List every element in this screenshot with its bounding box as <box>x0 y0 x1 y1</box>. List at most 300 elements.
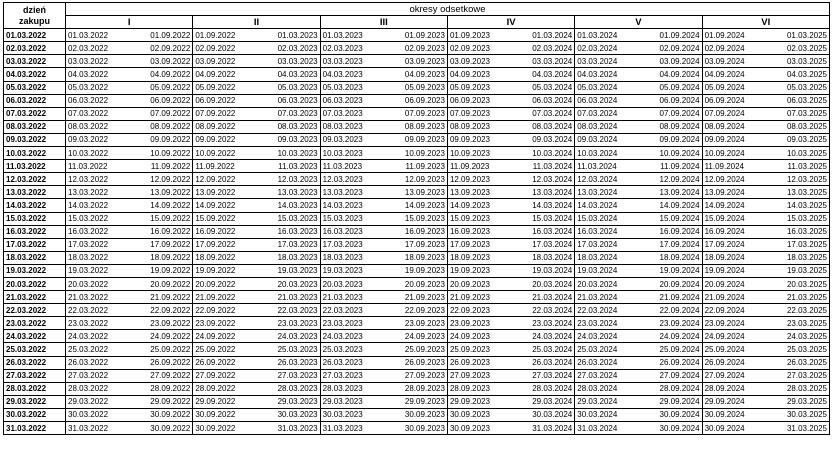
period-end-cell: 07.03.2023 <box>256 107 320 120</box>
period-start-cell: 10.09.2024 <box>702 147 766 160</box>
period-start-cell: 17.03.2023 <box>320 238 384 251</box>
period-start-cell: 24.03.2024 <box>575 330 639 343</box>
period-end-cell: 09.03.2024 <box>511 133 575 146</box>
period-start-cell: 21.03.2023 <box>320 291 384 304</box>
period-end-cell: 06.03.2025 <box>766 94 830 107</box>
period-end-cell: 25.03.2024 <box>511 343 575 356</box>
period-start-cell: 25.03.2024 <box>575 343 639 356</box>
period-end-cell: 04.03.2025 <box>766 68 830 81</box>
period-start-cell: 12.03.2023 <box>320 173 384 186</box>
period-start-cell: 16.09.2024 <box>702 225 766 238</box>
table-row <box>4 238 830 251</box>
period-start-cell: 13.03.2022 <box>66 186 130 199</box>
period-end-cell: 11.03.2024 <box>511 160 575 173</box>
period-end-cell: 27.09.2022 <box>129 369 193 382</box>
period-start-cell: 28.09.2022 <box>193 382 257 395</box>
period-start-cell: 10.03.2022 <box>66 147 130 160</box>
period-end-cell: 05.09.2022 <box>129 81 193 94</box>
period-end-cell: 06.03.2024 <box>511 94 575 107</box>
period-start-cell: 24.03.2022 <box>66 330 130 343</box>
table-row <box>4 107 830 120</box>
period-start-cell: 21.03.2024 <box>575 291 639 304</box>
period-end-cell: 09.09.2022 <box>129 133 193 146</box>
table-row <box>4 356 830 369</box>
period-start-cell: 25.03.2023 <box>320 343 384 356</box>
period-end-cell: 07.09.2023 <box>384 107 448 120</box>
period-end-cell: 11.03.2023 <box>256 160 320 173</box>
period-start-cell: 27.09.2022 <box>193 369 257 382</box>
period-end-cell: 12.09.2023 <box>384 173 448 186</box>
purchase-date-cell: 13.03.2022 <box>4 186 66 199</box>
period-start-cell: 18.03.2022 <box>66 251 130 264</box>
period-end-cell: 02.03.2025 <box>766 42 830 55</box>
period-end-cell: 30.09.2022 <box>129 408 193 421</box>
period-end-cell: 30.09.2024 <box>638 408 702 421</box>
period-end-cell: 27.03.2025 <box>766 369 830 382</box>
table-row <box>4 264 830 277</box>
period-end-cell: 16.09.2023 <box>384 225 448 238</box>
period-end-cell: 19.03.2023 <box>256 264 320 277</box>
period-end-cell: 25.09.2023 <box>384 343 448 356</box>
period-end-cell: 27.09.2024 <box>638 369 702 382</box>
period-start-cell: 05.03.2022 <box>66 81 130 94</box>
period-end-cell: 11.09.2022 <box>129 160 193 173</box>
period-end-cell: 12.09.2024 <box>638 173 702 186</box>
period-header: I <box>66 16 193 29</box>
purchase-date-cell: 09.03.2022 <box>4 133 66 146</box>
period-start-cell: 09.09.2022 <box>193 133 257 146</box>
period-start-cell: 07.03.2023 <box>320 107 384 120</box>
period-end-cell: 07.09.2024 <box>638 107 702 120</box>
period-start-cell: 01.09.2024 <box>702 29 766 42</box>
purchase-date-cell: 15.03.2022 <box>4 212 66 225</box>
period-end-cell: 06.09.2024 <box>638 94 702 107</box>
period-start-cell: 04.03.2024 <box>575 68 639 81</box>
period-start-cell: 06.03.2024 <box>575 94 639 107</box>
period-end-cell: 24.09.2022 <box>129 330 193 343</box>
period-start-cell: 09.03.2024 <box>575 133 639 146</box>
period-end-cell: 05.03.2025 <box>766 81 830 94</box>
period-start-cell: 16.09.2022 <box>193 225 257 238</box>
period-start-cell: 16.09.2023 <box>447 225 511 238</box>
period-start-cell: 03.03.2024 <box>575 55 639 68</box>
period-start-cell: 04.09.2023 <box>447 68 511 81</box>
period-end-cell: 29.03.2023 <box>256 395 320 408</box>
period-end-cell: 30.03.2024 <box>511 408 575 421</box>
table-row <box>4 422 830 435</box>
period-end-cell: 10.09.2024 <box>638 147 702 160</box>
period-end-cell: 11.03.2025 <box>766 160 830 173</box>
period-start-cell: 29.03.2023 <box>320 395 384 408</box>
period-start-cell: 18.03.2023 <box>320 251 384 264</box>
period-end-cell: 30.03.2023 <box>256 408 320 421</box>
period-start-cell: 29.09.2023 <box>447 395 511 408</box>
period-end-cell: 14.09.2023 <box>384 199 448 212</box>
period-end-cell: 10.09.2022 <box>129 147 193 160</box>
period-end-cell: 29.03.2025 <box>766 395 830 408</box>
period-end-cell: 01.03.2023 <box>256 29 320 42</box>
period-end-cell: 20.09.2023 <box>384 277 448 290</box>
purchase-date-cell: 18.03.2022 <box>4 251 66 264</box>
period-end-cell: 22.09.2024 <box>638 304 702 317</box>
period-end-cell: 12.03.2024 <box>511 173 575 186</box>
purchase-date-cell: 24.03.2022 <box>4 330 66 343</box>
period-end-cell: 05.09.2024 <box>638 81 702 94</box>
period-end-cell: 03.03.2023 <box>256 55 320 68</box>
purchase-date-cell: 05.03.2022 <box>4 81 66 94</box>
period-start-cell: 04.09.2024 <box>702 68 766 81</box>
period-end-cell: 29.03.2024 <box>511 395 575 408</box>
period-end-cell: 28.03.2025 <box>766 382 830 395</box>
period-end-cell: 30.09.2024 <box>638 422 702 435</box>
period-end-cell: 16.09.2024 <box>638 225 702 238</box>
period-end-cell: 07.03.2024 <box>511 107 575 120</box>
period-start-cell: 21.03.2022 <box>66 291 130 304</box>
period-start-cell: 25.09.2023 <box>447 343 511 356</box>
period-end-cell: 18.09.2023 <box>384 251 448 264</box>
period-start-cell: 27.03.2023 <box>320 369 384 382</box>
period-end-cell: 21.03.2024 <box>511 291 575 304</box>
purchase-date-cell: 21.03.2022 <box>4 291 66 304</box>
period-end-cell: 09.09.2024 <box>638 133 702 146</box>
period-start-cell: 23.03.2024 <box>575 317 639 330</box>
purchase-date-cell: 04.03.2022 <box>4 68 66 81</box>
period-end-cell: 03.03.2025 <box>766 55 830 68</box>
period-start-cell: 23.09.2023 <box>447 317 511 330</box>
header-row-title <box>4 3 830 16</box>
period-end-cell: 24.03.2025 <box>766 330 830 343</box>
period-start-cell: 04.09.2022 <box>193 68 257 81</box>
period-end-cell: 14.03.2024 <box>511 199 575 212</box>
period-start-cell: 02.03.2023 <box>320 42 384 55</box>
period-start-cell: 04.03.2023 <box>320 68 384 81</box>
period-end-cell: 23.09.2023 <box>384 317 448 330</box>
period-start-cell: 26.03.2022 <box>66 356 130 369</box>
period-start-cell: 11.09.2023 <box>447 160 511 173</box>
period-start-cell: 15.09.2023 <box>447 212 511 225</box>
period-start-cell: 23.09.2024 <box>702 317 766 330</box>
period-start-cell: 09.03.2022 <box>66 133 130 146</box>
purchase-date-cell: 28.03.2022 <box>4 382 66 395</box>
table-row <box>4 68 830 81</box>
purchase-date-cell: 17.03.2022 <box>4 238 66 251</box>
period-end-cell: 31.03.2024 <box>511 422 575 435</box>
period-start-cell: 18.09.2023 <box>447 251 511 264</box>
period-end-cell: 30.09.2023 <box>384 422 448 435</box>
period-end-cell: 23.03.2024 <box>511 317 575 330</box>
period-end-cell: 26.03.2025 <box>766 356 830 369</box>
period-start-cell: 25.09.2022 <box>193 343 257 356</box>
table-row <box>4 225 830 238</box>
period-start-cell: 13.03.2024 <box>575 186 639 199</box>
period-end-cell: 22.03.2024 <box>511 304 575 317</box>
period-start-cell: 14.09.2023 <box>447 199 511 212</box>
period-end-cell: 10.03.2025 <box>766 147 830 160</box>
period-start-cell: 29.03.2024 <box>575 395 639 408</box>
period-end-cell: 16.09.2022 <box>129 225 193 238</box>
period-end-cell: 05.09.2023 <box>384 81 448 94</box>
period-header: V <box>575 16 702 29</box>
period-start-cell: 01.09.2022 <box>193 29 257 42</box>
period-start-cell: 06.09.2023 <box>447 94 511 107</box>
period-end-cell: 28.09.2023 <box>384 382 448 395</box>
period-start-cell: 07.09.2023 <box>447 107 511 120</box>
period-end-cell: 19.09.2024 <box>638 264 702 277</box>
period-end-cell: 08.03.2025 <box>766 120 830 133</box>
period-end-cell: 30.03.2025 <box>766 408 830 421</box>
period-start-cell: 08.09.2024 <box>702 120 766 133</box>
period-end-cell: 03.09.2022 <box>129 55 193 68</box>
period-start-cell: 20.03.2022 <box>66 277 130 290</box>
period-end-cell: 26.09.2023 <box>384 356 448 369</box>
period-end-cell: 09.03.2023 <box>256 133 320 146</box>
period-end-cell: 25.09.2024 <box>638 343 702 356</box>
period-start-cell: 22.03.2022 <box>66 304 130 317</box>
period-end-cell: 02.03.2024 <box>511 42 575 55</box>
period-end-cell: 21.09.2024 <box>638 291 702 304</box>
period-start-cell: 26.09.2022 <box>193 356 257 369</box>
period-start-cell: 16.03.2024 <box>575 225 639 238</box>
period-start-cell: 19.09.2024 <box>702 264 766 277</box>
period-end-cell: 01.03.2024 <box>511 29 575 42</box>
purchase-header-line2: zakupu <box>18 15 50 26</box>
period-end-cell: 14.09.2024 <box>638 199 702 212</box>
period-start-cell: 17.09.2022 <box>193 238 257 251</box>
table-row <box>4 94 830 107</box>
period-end-cell: 04.09.2022 <box>129 68 193 81</box>
purchase-date-cell: 29.03.2022 <box>4 395 66 408</box>
period-end-cell: 20.09.2024 <box>638 277 702 290</box>
period-end-cell: 24.09.2023 <box>384 330 448 343</box>
table-row <box>4 369 830 382</box>
period-end-cell: 19.03.2024 <box>511 264 575 277</box>
period-start-cell: 19.09.2022 <box>193 264 257 277</box>
period-end-cell: 18.09.2024 <box>638 251 702 264</box>
period-end-cell: 15.09.2023 <box>384 212 448 225</box>
period-start-cell: 17.09.2024 <box>702 238 766 251</box>
period-end-cell: 12.03.2023 <box>256 173 320 186</box>
table-row <box>4 212 830 225</box>
period-end-cell: 01.09.2024 <box>638 29 702 42</box>
period-end-cell: 27.03.2024 <box>511 369 575 382</box>
period-start-cell: 12.09.2022 <box>193 173 257 186</box>
period-start-cell: 22.03.2023 <box>320 304 384 317</box>
period-start-cell: 02.09.2024 <box>702 42 766 55</box>
period-header: IV <box>447 16 574 29</box>
period-start-cell: 19.03.2023 <box>320 264 384 277</box>
period-start-cell: 28.03.2024 <box>575 382 639 395</box>
purchase-date-cell: 31.03.2022 <box>4 422 66 435</box>
period-start-cell: 11.03.2022 <box>66 160 130 173</box>
period-end-cell: 10.03.2023 <box>256 147 320 160</box>
table-row <box>4 55 830 68</box>
period-end-cell: 23.03.2025 <box>766 317 830 330</box>
period-end-cell: 30.09.2023 <box>384 408 448 421</box>
period-start-cell: 15.03.2024 <box>575 212 639 225</box>
period-end-cell: 27.03.2023 <box>256 369 320 382</box>
table-row <box>4 251 830 264</box>
purchase-date-cell: 07.03.2022 <box>4 107 66 120</box>
period-end-cell: 08.09.2022 <box>129 120 193 133</box>
period-start-cell: 31.03.2022 <box>66 422 130 435</box>
table-row <box>4 42 830 55</box>
period-start-cell: 27.09.2023 <box>447 369 511 382</box>
period-start-cell: 31.03.2024 <box>575 422 639 435</box>
period-start-cell: 01.03.2023 <box>320 29 384 42</box>
period-end-cell: 29.09.2023 <box>384 395 448 408</box>
period-end-cell: 16.03.2025 <box>766 225 830 238</box>
period-start-cell: 30.09.2024 <box>702 408 766 421</box>
period-end-cell: 13.03.2025 <box>766 186 830 199</box>
period-start-cell: 08.09.2023 <box>447 120 511 133</box>
period-start-cell: 05.09.2023 <box>447 81 511 94</box>
table-row <box>4 29 830 42</box>
period-end-cell: 16.03.2024 <box>511 225 575 238</box>
period-end-cell: 21.09.2022 <box>129 291 193 304</box>
period-start-cell: 18.09.2022 <box>193 251 257 264</box>
period-end-cell: 03.09.2024 <box>638 55 702 68</box>
period-end-cell: 19.09.2022 <box>129 264 193 277</box>
period-end-cell: 17.09.2023 <box>384 238 448 251</box>
purchase-date-cell: 19.03.2022 <box>4 264 66 277</box>
period-end-cell: 17.09.2022 <box>129 238 193 251</box>
period-end-cell: 14.03.2023 <box>256 199 320 212</box>
period-end-cell: 19.09.2023 <box>384 264 448 277</box>
period-start-cell: 14.09.2024 <box>702 199 766 212</box>
period-end-cell: 24.09.2024 <box>638 330 702 343</box>
period-start-cell: 11.03.2024 <box>575 160 639 173</box>
period-start-cell: 12.09.2024 <box>702 173 766 186</box>
period-end-cell: 01.09.2022 <box>129 29 193 42</box>
period-end-cell: 06.09.2023 <box>384 94 448 107</box>
period-end-cell: 18.03.2023 <box>256 251 320 264</box>
period-start-cell: 15.09.2024 <box>702 212 766 225</box>
period-end-cell: 15.03.2024 <box>511 212 575 225</box>
period-start-cell: 20.09.2024 <box>702 277 766 290</box>
period-start-cell: 01.03.2024 <box>575 29 639 42</box>
period-start-cell: 05.09.2022 <box>193 81 257 94</box>
period-end-cell: 21.03.2023 <box>256 291 320 304</box>
table-body <box>4 29 830 435</box>
period-start-cell: 26.03.2023 <box>320 356 384 369</box>
purchase-date-cell: 03.03.2022 <box>4 55 66 68</box>
period-end-cell: 04.03.2024 <box>511 68 575 81</box>
period-start-cell: 06.03.2023 <box>320 94 384 107</box>
period-start-cell: 10.03.2024 <box>575 147 639 160</box>
table-row <box>4 133 830 146</box>
period-end-cell: 11.09.2023 <box>384 160 448 173</box>
period-end-cell: 23.09.2024 <box>638 317 702 330</box>
purchase-date-cell: 10.03.2022 <box>4 147 66 160</box>
table-row <box>4 120 830 133</box>
header-row-periods <box>4 16 830 29</box>
period-start-cell: 23.03.2023 <box>320 317 384 330</box>
period-start-cell: 13.09.2022 <box>193 186 257 199</box>
period-start-cell: 04.03.2022 <box>66 68 130 81</box>
period-start-cell: 01.03.2022 <box>66 29 130 42</box>
interest-periods-table <box>3 2 830 435</box>
period-end-cell: 20.09.2022 <box>129 277 193 290</box>
period-end-cell: 21.03.2025 <box>766 291 830 304</box>
period-start-cell: 03.03.2022 <box>66 55 130 68</box>
period-start-cell: 08.03.2024 <box>575 120 639 133</box>
period-start-cell: 07.03.2024 <box>575 107 639 120</box>
period-start-cell: 28.09.2024 <box>702 382 766 395</box>
period-start-cell: 19.03.2022 <box>66 264 130 277</box>
period-start-cell: 24.03.2023 <box>320 330 384 343</box>
purchase-date-cell: 23.03.2022 <box>4 317 66 330</box>
period-start-cell: 14.03.2022 <box>66 199 130 212</box>
period-start-cell: 05.03.2023 <box>320 81 384 94</box>
period-end-cell: 11.09.2024 <box>638 160 702 173</box>
purchase-date-cell: 22.03.2022 <box>4 304 66 317</box>
period-end-cell: 31.03.2025 <box>766 422 830 435</box>
period-start-cell: 22.09.2022 <box>193 304 257 317</box>
table-row <box>4 317 830 330</box>
table-row <box>4 291 830 304</box>
period-end-cell: 28.03.2023 <box>256 382 320 395</box>
period-start-cell: 11.09.2024 <box>702 160 766 173</box>
period-end-cell: 17.09.2024 <box>638 238 702 251</box>
period-start-cell: 06.03.2022 <box>66 94 130 107</box>
period-end-cell: 13.09.2022 <box>129 186 193 199</box>
period-start-cell: 03.09.2023 <box>447 55 511 68</box>
period-start-cell: 11.03.2023 <box>320 160 384 173</box>
period-start-cell: 10.03.2023 <box>320 147 384 160</box>
period-end-cell: 14.03.2025 <box>766 199 830 212</box>
period-end-cell: 18.03.2025 <box>766 251 830 264</box>
period-start-cell: 29.09.2022 <box>193 395 257 408</box>
purchase-date-cell: 02.03.2022 <box>4 42 66 55</box>
period-end-cell: 04.09.2024 <box>638 68 702 81</box>
period-start-cell: 13.09.2024 <box>702 186 766 199</box>
period-start-cell: 14.03.2024 <box>575 199 639 212</box>
period-end-cell: 21.09.2023 <box>384 291 448 304</box>
period-end-cell: 10.09.2023 <box>384 147 448 160</box>
table-row <box>4 304 830 317</box>
period-end-cell: 04.03.2023 <box>256 68 320 81</box>
table-row <box>4 160 830 173</box>
period-start-cell: 26.09.2024 <box>702 356 766 369</box>
period-start-cell: 14.09.2022 <box>193 199 257 212</box>
period-start-cell: 27.03.2024 <box>575 369 639 382</box>
table-row <box>4 408 830 421</box>
period-start-cell: 06.09.2022 <box>193 94 257 107</box>
period-end-cell: 09.09.2023 <box>384 133 448 146</box>
period-end-cell: 28.09.2024 <box>638 382 702 395</box>
period-start-cell: 28.03.2023 <box>320 382 384 395</box>
period-start-cell: 02.03.2022 <box>66 42 130 55</box>
purchase-header-line1: dzień <box>22 4 46 15</box>
period-start-cell: 15.09.2022 <box>193 212 257 225</box>
period-end-cell: 18.03.2024 <box>511 251 575 264</box>
period-end-cell: 08.03.2023 <box>256 120 320 133</box>
table-row <box>4 199 830 212</box>
table-row <box>4 330 830 343</box>
period-start-cell: 22.09.2023 <box>447 304 511 317</box>
period-end-cell: 03.09.2023 <box>384 55 448 68</box>
period-start-cell: 29.03.2022 <box>66 395 130 408</box>
period-start-cell: 11.09.2022 <box>193 160 257 173</box>
period-end-cell: 22.09.2022 <box>129 304 193 317</box>
period-start-cell: 17.09.2023 <box>447 238 511 251</box>
period-end-cell: 13.09.2024 <box>638 186 702 199</box>
period-start-cell: 30.03.2022 <box>66 408 130 421</box>
period-end-cell: 05.03.2024 <box>511 81 575 94</box>
period-start-cell: 07.09.2024 <box>702 107 766 120</box>
period-end-cell: 06.09.2022 <box>129 94 193 107</box>
period-start-cell: 09.09.2024 <box>702 133 766 146</box>
